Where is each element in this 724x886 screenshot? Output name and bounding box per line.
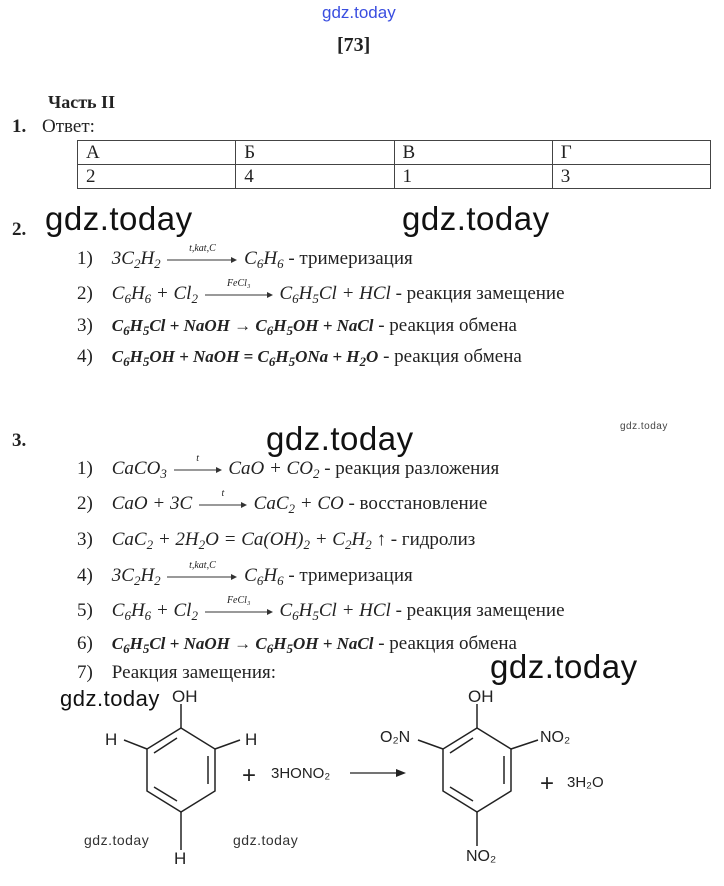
h-label: H (174, 849, 187, 868)
question-1-number: 1. (12, 116, 27, 137)
reaction-condition: t (196, 452, 199, 464)
table-cell: Б (236, 141, 394, 165)
question-2-number: 2. (12, 219, 27, 240)
item-number: 1) (77, 458, 93, 479)
reaction-condition: t (221, 487, 225, 499)
item-number: 4) (77, 346, 93, 367)
phenol-ring (147, 728, 215, 812)
q2-equation-2: 2) $C_6H_6 + Cl_2$ FeCl₃ $C_6H_5Cl$ + HCl - реакция замещение (77, 277, 565, 306)
table-cell: А (78, 141, 236, 165)
answer-label: Ответ: (42, 116, 95, 137)
top-watermark: gdz.today (322, 3, 396, 22)
reaction-condition: FeCl₃ (226, 594, 251, 606)
watermark: gdz.today (490, 648, 638, 685)
plus-sign: + (242, 762, 257, 789)
o2n-label: O₂N (380, 729, 411, 746)
item-number: 2) (77, 493, 93, 514)
reaction-description: - тримеризация (288, 565, 413, 586)
item-number: 3) (77, 315, 93, 336)
q3-equation-4: 4) $3C_2H_2$ t,kat,C $C_6H_6$ - тримеризация (77, 559, 413, 588)
q2-equation-1: 1) $3C_2H_2$ t,kat,C $C_6H_6$ - тримеризация (77, 242, 413, 271)
watermark-small: gdz.today (620, 421, 668, 432)
reaction-description: - реакция замещение (395, 600, 565, 621)
reaction-condition: FeCl₃ (226, 277, 251, 289)
h-label: H (105, 730, 118, 749)
item-number: 2) (77, 283, 93, 304)
watermark: gdz.today (266, 420, 414, 457)
q3-equation-6: 6) $C_6H_5Cl$ + NaOH → $C_6H_5OH$ + NaCl - реакция обмена (77, 633, 517, 656)
q3-equation-3: 3) $CaC_2 + 2H_2O = Ca(OH)_2 + C_2H_2$ ↑ - гидролиз (77, 529, 476, 552)
table-cell: 2 (78, 165, 236, 189)
reaction-description: - гидролиз (390, 529, 476, 550)
table-cell: 1 (394, 165, 552, 189)
item-number: 3) (77, 529, 93, 550)
q3-equation-1: 1) CaCO$_3$ t CaO + $CO_2$ - реакция разложения (77, 452, 500, 481)
watermark: gdz.today (60, 686, 160, 711)
page-number: [73] (337, 34, 371, 56)
item-number: 7) (77, 662, 93, 683)
no2-label: NO₂ (466, 848, 497, 865)
oh-label-right: OH (468, 687, 494, 706)
table-cell: Г (552, 141, 710, 165)
water-label: 3H₂O (567, 774, 604, 791)
oh-label-left: OH (172, 687, 198, 706)
table-cell: В (394, 141, 552, 165)
table-cell: 3 (552, 165, 710, 189)
item-number: 4) (77, 565, 93, 586)
reaction-description: - реакция обмена (378, 315, 517, 336)
reaction-condition: t,kat,C (189, 242, 216, 254)
part-title: Часть II (48, 92, 116, 112)
h-label: H (245, 730, 258, 749)
no2-label: NO₂ (540, 729, 571, 746)
reaction-description: - реакция обмена (378, 633, 517, 654)
watermark-small: gdz.today (84, 832, 150, 848)
reagent-label: 3HONO₂ (271, 765, 331, 782)
watermark-small: gdz.today (233, 832, 299, 848)
reaction-description: - восстановление (348, 493, 488, 514)
reaction-description: - реакция обмена (383, 346, 522, 367)
watermark: gdz.today (402, 200, 550, 237)
q3-equation-2: 2) CaO + 3C t CaC$_2$ + CO - восстановление (77, 487, 488, 516)
q2-equation-3: 3) $C_6H_5Cl$ + NaOH → $C_6H_5OH$ + NaCl - реакция обмена (77, 315, 517, 338)
reaction-description: - тримеризация (288, 248, 413, 269)
reaction-description: - реакция разложения (324, 458, 500, 479)
question-3-number: 3. (12, 430, 27, 451)
table-cell: 4 (236, 165, 394, 189)
item-number: 1) (77, 248, 93, 269)
watermark: gdz.today (45, 200, 193, 237)
picric-acid-ring (443, 728, 511, 812)
plus-sign: + (540, 770, 555, 797)
item-number: 6) (77, 633, 93, 654)
q2-equation-4: 4) $C_6H_5OH$ + NaOH = $C_6H_5ONa + H_2O$ - реакция обмена (77, 346, 522, 369)
q3-equation-5: 5) $C_6H_6 + Cl_2$ FeCl₃ $C_6H_5Cl$ + HCl - реакция замещение (77, 594, 565, 623)
reaction-condition: t,kat,C (189, 559, 216, 571)
reaction-description: - реакция замещение (395, 283, 565, 304)
item-number: 5) (77, 600, 93, 621)
reaction-description: Реакция замещения: (111, 662, 277, 683)
